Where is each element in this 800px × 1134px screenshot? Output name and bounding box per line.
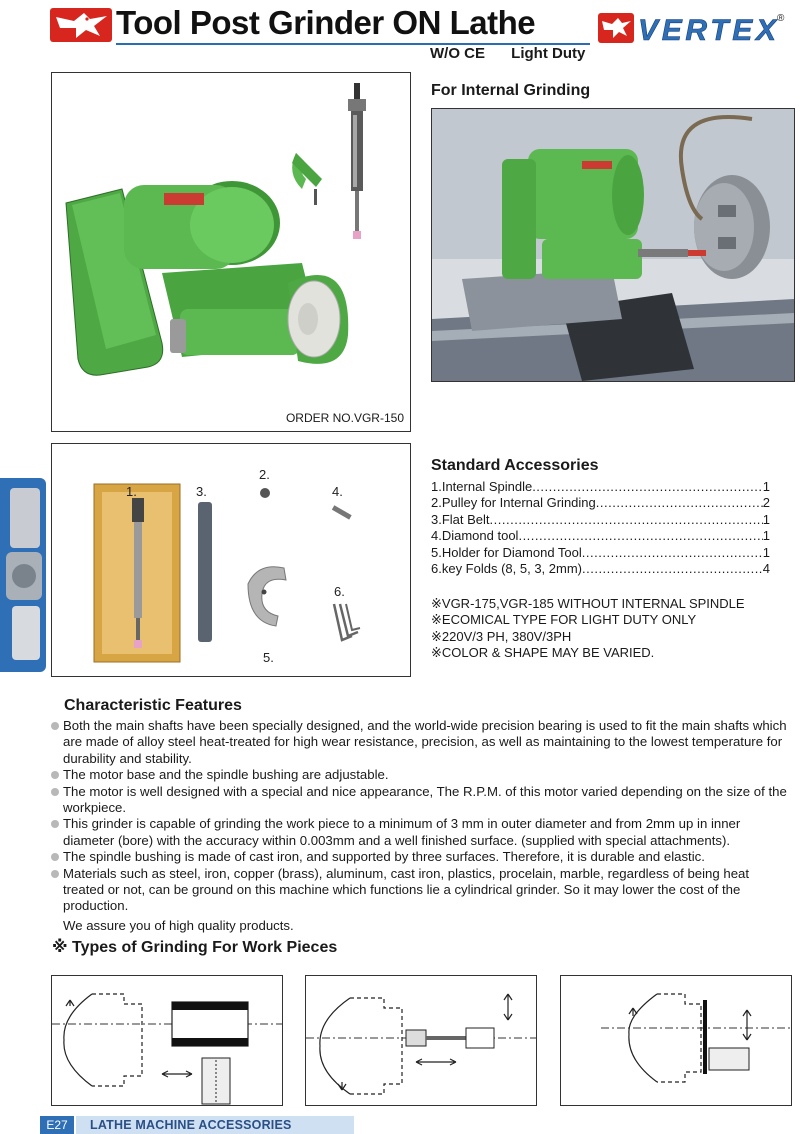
brand-registered-mark: ® [777, 13, 785, 24]
accessories-illustration [52, 444, 410, 676]
accessories-photo [51, 443, 411, 677]
subtitle [430, 45, 607, 62]
accessory-item: 2.Pulley for Internal Grinding ..... 2 [431, 495, 770, 511]
note-item: ※ECOMICAL TYPE FOR LIGHT DUTY ONLY [431, 612, 697, 628]
bullet-icon [51, 722, 59, 730]
order-number: ORDER NO.VGR-150 [285, 411, 404, 425]
diagram-external-grinding [51, 975, 283, 1106]
feature-item: The spindle bushing is made of cast iron, and supported by three surfaces. Therefore, it is durable and elastic. [50, 849, 790, 865]
lathe-setup-illustration [432, 109, 794, 381]
eagle-logo [50, 8, 112, 42]
brand-name: VERTEX [638, 14, 776, 44]
feature-item: Both the main shafts have been specially designed, and the world-wide precision bearing is used to fit the main shafts which are made of alloy steel heat-treated for high wear resistance, precision, as well as maintaining to the lowest temperature for durability and stability. [50, 718, 790, 767]
bullet-icon [51, 870, 59, 878]
internal-grinding-title: For Internal Grinding [431, 82, 591, 99]
accessory-notes [431, 596, 745, 662]
duty-label: Light Duty [511, 45, 586, 62]
feature-item: The motor base and the spindle bushing are adjustable. [50, 767, 790, 783]
internal-grinding-photo [431, 108, 795, 382]
feature-item: The motor is well designed with a special and nice appearance, The R.P.M. of this motor varied depending on the size of the workpiece. [50, 784, 790, 817]
accessory-item: 3.Flat Belt ..... 1 [431, 512, 770, 528]
diagram-face-grinding [560, 975, 792, 1106]
item-label-2: 2. [259, 467, 270, 482]
grinding-types-title: ※ Types of Grinding For Work Pieces [52, 939, 338, 956]
side-tab-image [0, 478, 46, 672]
bullet-icon [51, 771, 59, 779]
item-label-6: 6. [334, 584, 345, 599]
vertex-logo [598, 10, 786, 44]
features-list [50, 718, 790, 915]
accessories-list [431, 479, 770, 577]
main-product-photo [51, 72, 411, 432]
features-title: Characteristic Features [64, 697, 242, 714]
bullet-icon [51, 820, 59, 828]
note-item: ※VGR-175,VGR-185 WITHOUT INTERNAL SPINDLE [431, 596, 745, 611]
note-item: ※COLOR & SHAPE MAY BE VARIED. [431, 645, 655, 661]
item-label-4: 4. [332, 484, 343, 499]
accessory-item: 1.Internal Spindle ..... 1 [431, 479, 770, 495]
section-label: LATHE MACHINE ACCESSORIES [76, 1116, 354, 1134]
diagram-internal-grinding [305, 975, 537, 1106]
feature-item: This grinder is capable of grinding the work piece to a minimum of 3 mm in outer diameter and from 2mm up in inner diameter (bore) with the accuracy within 0.003mm and a well finished surface. (supplied with special attachments). [50, 816, 790, 849]
accessories-title: Standard Accessories [431, 457, 599, 474]
accessory-item: 5.Holder for Diamond Tool ..... 1 [431, 545, 770, 561]
bullet-icon [51, 853, 59, 861]
grinder-illustration [52, 73, 410, 403]
quality-statement: We assure you of high quality products. [63, 918, 294, 933]
item-label-1: 1. [126, 484, 137, 499]
page-title: Tool Post Grinder ON Lathe [116, 4, 536, 41]
accessory-item: 6.key Folds (8, 5, 3, 2mm) ..... 4 [431, 561, 770, 577]
ce-label: W/O CE [430, 45, 485, 62]
accessory-item: 4.Diamond tool ..... 1 [431, 528, 770, 544]
note-item: ※220V/3 PH, 380V/3PH [431, 628, 572, 644]
bullet-icon [51, 788, 59, 796]
page-number: E27 [40, 1116, 74, 1134]
item-label-3: 3. [196, 484, 207, 499]
item-label-5: 5. [263, 650, 274, 665]
feature-item: Materials such as steel, iron, copper (brass), aluminum, cast iron, plastics, procelain, marble, regardless of being heat treated or not, can be ground on this machine which functions lie a cylindrical grinder. So it may lower the cost of the production. [50, 866, 790, 915]
